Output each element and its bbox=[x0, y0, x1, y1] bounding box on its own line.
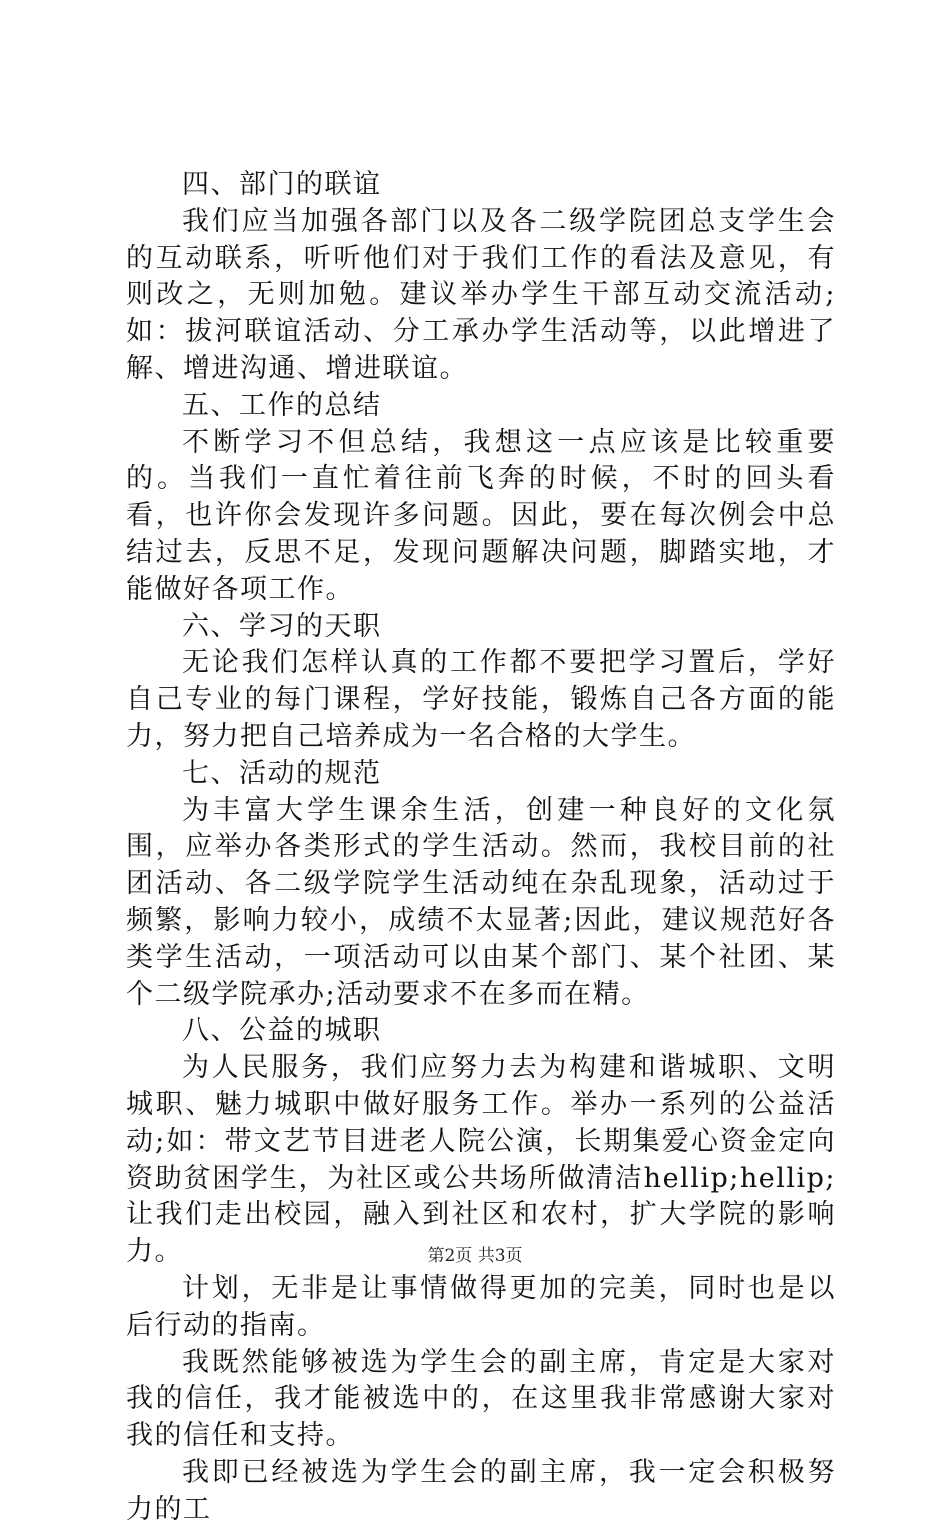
paragraph-public-welfare: 为人民服务，我们应努力去为构建和谐城职、文明城职、魅力城职中做好服务工作。举办一系列的公益活动;如：带文艺节目进老人院公演，长期集爱心资金定向资助贫困学生，为社区或公共场所做清洁hellip;hellip;让我们走出校园，融入到社区和农村，扩大学院的影响力。 bbox=[126, 1052, 836, 1268]
page-number-footer: 第2页 共3页 bbox=[427, 1246, 523, 1266]
document-body bbox=[126, 167, 836, 1528]
heading-department-friendship: 四、部门的联谊 bbox=[182, 169, 382, 200]
heading-activity-standards: 七、活动的规范 bbox=[182, 757, 382, 789]
paragraph-thanks: 我既然能够被选为学生会的副主席，肯定是大家对我的信任，我才能被选中的，在这里我非常感谢大家对我的信任和支持。 bbox=[126, 1346, 836, 1452]
heading-work-summary: 五、工作的总结 bbox=[182, 389, 382, 421]
heading-public-welfare: 八、公益的城职 bbox=[182, 1015, 382, 1047]
paragraph-plan: 计划，无非是让事情做得更加的完美，同时也是以后行动的指南。 bbox=[126, 1272, 836, 1341]
heading-study-duty: 六、学习的天职 bbox=[182, 610, 382, 642]
paragraph-study-duty: 无论我们怎样认真的工作都不要把学习置后，学好自己专业的每门课程，学好技能，锻炼自己各方面的能力，努力把自己培养成为一名合格的大学生。 bbox=[126, 647, 836, 752]
paragraph-work-summary: 不断学习不但总结，我想这一点应该是比较重要的。当我们一直忙着往前飞奔的时候，不时的回头看看，也许你会发现许多问题。因此，要在每次例会中总结过去，反思不足，发现问题解决问题，脚踏实地，才能做好各项工作。 bbox=[126, 426, 836, 605]
paragraph-activity-standards: 为丰富大学生课余生活，创建一种良好的文化氛围，应举办各类形式的学生活动。然而，我校目前的社团活动、各二级学院学生活动纯在杂乱现象，活动过于频繁，影响力较小，成绩不太显著;因此，建议规范好各类学生活动，一项活动可以由某个部门、某个社团、某个二级学院承办;活动要求不在多而在精。 bbox=[126, 794, 836, 1010]
paragraph-department-friendship: 我们应当加强各部门以及各二级学院团总支学生会的互动联系，听听他们对于我们工作的看法及意见，有则改之，无则加勉。建议举办学生干部互动交流活动;如：拔河联谊活动、分工承办学生活动等，以此增进了解、增进沟通、增进联谊。 bbox=[126, 205, 836, 384]
paragraph-commitment: 我即已经被选为学生会的副主席，我一定会积极努力的工 bbox=[126, 1456, 836, 1525]
